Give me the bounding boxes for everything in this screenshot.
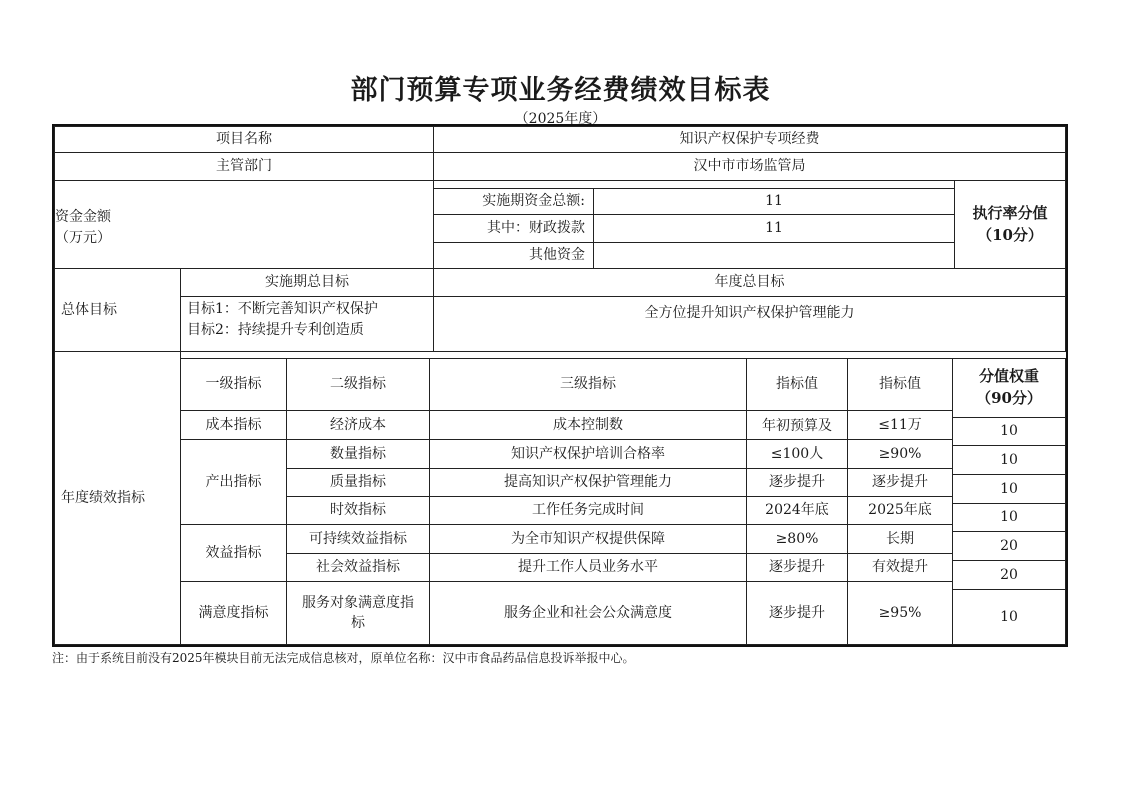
row-value-b: ≥95% (847, 581, 953, 645)
project-name-label: 项目名称 (54, 126, 434, 153)
execution-rate-score (954, 180, 1066, 269)
annual-goal-text: 全方位提升知识产权保护管理能力 (433, 296, 1066, 352)
group-output: 产出指标 (180, 439, 287, 525)
row-value-b: ≤11万 (847, 410, 953, 440)
row-level3: 知识产权保护培训合格率 (429, 439, 747, 469)
row-weight: 20 (952, 560, 1066, 590)
row-value-a: 2024年底 (746, 496, 848, 525)
fiscal-funds-label: 其中：财政拨款 (433, 214, 594, 243)
row-level3: 为全市知识产权提供保障 (429, 524, 747, 554)
row-value-b: 2025年底 (847, 496, 953, 525)
row-level3: 服务企业和社会公众满意度 (429, 581, 747, 645)
project-name-value: 知识产权保护专项经费 (433, 126, 1066, 153)
total-funds-label: 实施期资金总额: (433, 188, 594, 215)
row-weight: 10 (952, 417, 1066, 446)
funds-label-line1: 资金金额 (55, 209, 111, 226)
department-label: 主管部门 (54, 152, 434, 181)
row-weight: 10 (952, 445, 1066, 475)
annual-indicators-label: 年度绩效指标 (54, 351, 181, 645)
group-cost: 成本指标 (180, 410, 287, 440)
total-funds-value: 11 (593, 188, 955, 215)
row-level2: 社会效益指标 (286, 553, 430, 582)
other-funds-label: 其他资金 (433, 242, 594, 269)
goal-2: 目标2：持续提升专利创造质 (187, 322, 364, 338)
row-value-b: 逐步提升 (847, 468, 953, 497)
header-level3: 三级指标 (429, 358, 747, 411)
overall-goal-label: 总体目标 (54, 268, 181, 352)
execution-rate-line1: 执行率分值 (972, 203, 1048, 222)
row-level3: 提高知识产权保护管理能力 (429, 468, 747, 497)
implementation-goals (180, 296, 434, 352)
execution-rate-line2: （10分） (977, 225, 1043, 244)
row-level3: 成本控制数 (429, 410, 747, 440)
row-value-a: 年初预算及 (746, 410, 848, 440)
department-value: 汉中市市场监管局 (433, 152, 1066, 181)
group-benefit: 效益指标 (180, 524, 287, 582)
row-value-a: ≤100人 (746, 439, 848, 469)
document-year: （2025年度） (514, 111, 607, 127)
row-weight: 20 (952, 531, 1066, 561)
row-level2: 质量指标 (286, 468, 430, 497)
row-level2: 经济成本 (286, 410, 430, 440)
document-title: 部门预算专项业务经费绩效目标表 (350, 75, 771, 106)
row-level2: 可持续效益指标 (286, 524, 430, 554)
other-funds-value (593, 242, 955, 269)
header-level1: 一级指标 (180, 358, 287, 411)
implementation-goal-header: 实施期总目标 (180, 268, 434, 297)
row-value-a: 逐步提升 (746, 581, 848, 645)
row-value-b: ≥90% (847, 439, 953, 469)
row-value-a: 逐步提升 (746, 553, 848, 582)
fiscal-funds-value: 11 (593, 214, 955, 243)
row-level2: 数量指标 (286, 439, 430, 469)
header-weight-line2: （90分） (976, 389, 1042, 407)
goal-1: 目标1：不断完善知识产权保护 (187, 301, 378, 317)
row-level3: 工作任务完成时间 (429, 496, 747, 525)
row-value-a: 逐步提升 (746, 468, 848, 497)
row-weight: 10 (952, 589, 1066, 645)
footnote: 注：由于系统目前没有2025年模块目前无法完成信息核对，原单位名称：汉中市食品药品信息投诉举报中心。 (52, 651, 635, 665)
header-weight-line1: 分值权重 (978, 367, 1039, 386)
funds-label (54, 180, 434, 269)
row-value-b: 有效提升 (847, 553, 953, 582)
row-level3: 提升工作人员业务水平 (429, 553, 747, 582)
header-level2: 二级指标 (286, 358, 430, 411)
group-satisfaction: 满意度指标 (180, 581, 287, 645)
row-weight: 10 (952, 503, 1066, 532)
header-weight (952, 358, 1066, 418)
row-level2: 时效指标 (286, 496, 430, 525)
funds-label-line2: （万元） (55, 229, 111, 246)
annual-goal-header: 年度总目标 (433, 268, 1066, 297)
header-value-b: 指标值 (847, 358, 953, 411)
row-level2: 服务对象满意度指标 (286, 581, 430, 645)
row-value-b: 长期 (847, 524, 953, 554)
header-value-a: 指标值 (746, 358, 848, 411)
row-value-a: ≥80% (746, 524, 848, 554)
row-weight: 10 (952, 474, 1066, 504)
